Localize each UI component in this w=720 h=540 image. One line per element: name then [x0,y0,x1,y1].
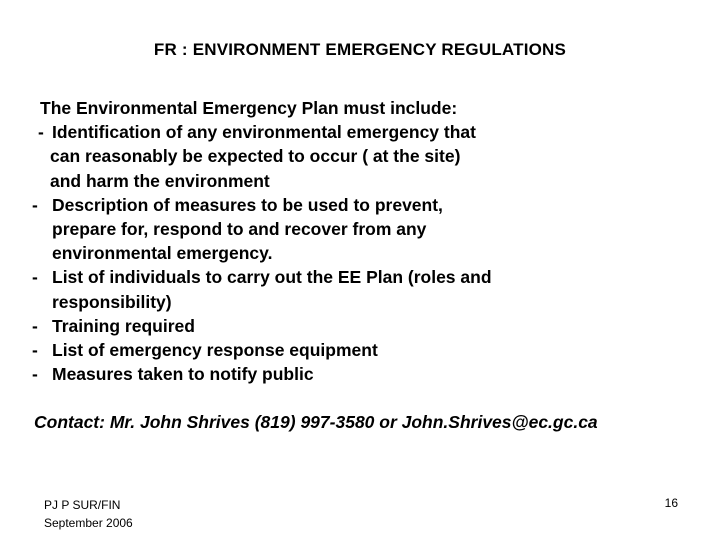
list-item-line: environmental emergency. [52,243,273,264]
list-item [32,265,698,313]
list-item-line: Measures taken to notify public [52,364,314,385]
contact-line: Contact: Mr. John Shrives (819) 997-3580 or John.Shrives@ec.gc.ca [34,412,598,432]
list-item [32,338,698,362]
bullet-dash: - [32,194,38,215]
list-item [32,362,698,386]
list-item-line: Training required [52,315,195,336]
bullet-dash: - [32,364,38,385]
bullet-dash: - [32,340,38,361]
footer-info [44,496,133,532]
page-number: 16 [664,496,678,510]
footer-date: September 2006 [44,516,133,530]
slide-title: FR : ENVIRONMENT EMERGENCY REGULATIONS [153,40,567,59]
list-item [38,120,698,193]
slide-body [32,96,698,386]
list-item [32,193,698,266]
bullet-dash: - [32,267,38,288]
bullet-dash: - [38,122,44,143]
list-item-line: and harm the environment [50,170,270,191]
list-item-line: can reasonably be expected to occur ( at the site) [50,146,461,167]
footer-line-1: PJ P SUR/FIN [44,498,121,512]
list-item-line: prepare for, respond to and recover from any [52,219,427,240]
list-item-line: Identification of any environmental emergency that [52,122,476,143]
list-item-line: Description of measures to be used to prevent, [52,194,443,215]
intro-text: The Environmental Emergency Plan must include: [40,98,458,118]
list-item-line: List of individuals to carry out the EE Plan (roles and [52,267,492,288]
list-item [32,314,698,338]
bullet-dash: - [32,315,38,336]
list-item-line: List of emergency response equipment [52,340,378,361]
list-item-line: responsibility) [52,291,172,312]
